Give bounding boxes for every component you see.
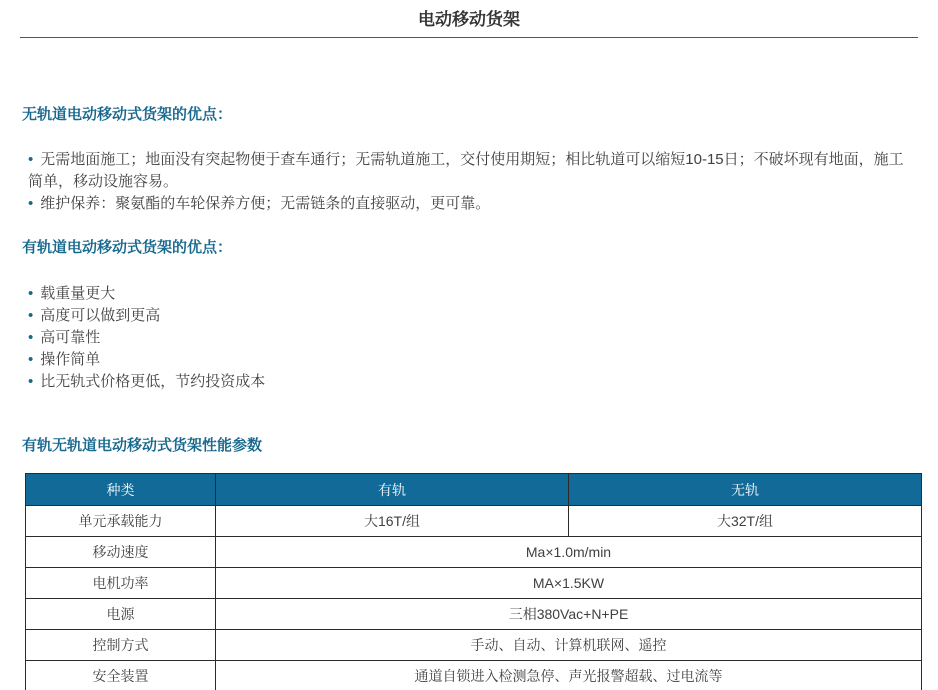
param-label-cell: 控制方式 [26, 630, 216, 661]
section-heading-params: 有轨无轨道电动移动式货架性能参数 [22, 437, 263, 454]
param-label-cell: 安全装置 [26, 661, 216, 690]
list-item [22, 283, 918, 305]
bullet-text: 高度可以做到更高 [40, 307, 161, 324]
param-value-cell: 通道自锁进入检测急停、声光报警超载、过电流等 [216, 661, 922, 690]
param-label-cell: 单元承载能力 [26, 506, 216, 537]
table-header-trackless: 无轨 [569, 474, 922, 506]
bullet-icon: • [28, 151, 34, 168]
title-divider [20, 37, 918, 38]
param-label-cell: 移动速度 [26, 537, 216, 568]
page-title: 电动移动货架 [418, 10, 520, 29]
bullet-icon: • [28, 373, 34, 390]
table-row-control [26, 630, 922, 661]
param-value-cell: 三相380Vac+N+PE [216, 599, 922, 630]
section-heading-trackless: 无轨道电动移动式货架的优点： [22, 106, 233, 123]
table-row-load [26, 506, 922, 537]
bullet-icon: • [28, 285, 34, 302]
table-header-tracked: 有轨 [216, 474, 569, 506]
bullet-icon: • [28, 329, 34, 346]
list-item [22, 327, 918, 349]
trackless-bullet-list [22, 149, 918, 215]
tracked-bullet-list [22, 283, 918, 393]
bullet-icon: • [28, 195, 34, 212]
table-header-row [26, 474, 922, 506]
bullet-icon: • [28, 351, 34, 368]
param-value-cell: 手动、自动、计算机联网、遥控 [216, 630, 922, 661]
bullet-text: 维护保养：聚氨酯的车轮保养方便；无需链条的直接驱动，更可靠。 [40, 195, 491, 212]
table-header-type: 种类 [26, 474, 216, 506]
table-row-safety [26, 661, 922, 690]
list-item [22, 149, 918, 193]
bullet-text: 高可靠性 [40, 329, 101, 346]
param-value-cell: 大16T/组 [216, 506, 569, 537]
table-row-speed [26, 537, 922, 568]
list-item [22, 305, 918, 327]
section-heading-tracked: 有轨道电动移动式货架的优点： [22, 239, 233, 256]
param-value-cell: 大32T/组 [569, 506, 922, 537]
list-item [22, 193, 918, 215]
param-label-cell: 电源 [26, 599, 216, 630]
list-item [22, 371, 918, 393]
content [0, 106, 938, 690]
table-row-power [26, 568, 922, 599]
table-row-supply [26, 599, 922, 630]
param-label-cell: 电机功率 [26, 568, 216, 599]
params-table [25, 473, 922, 690]
bullet-text: 载重量更大 [40, 285, 116, 302]
bullet-text: 比无轨式价格更低，节约投资成本 [40, 373, 266, 390]
param-value-cell: Ma×1.0m/min [216, 537, 922, 568]
bullet-text: 操作简单 [40, 351, 101, 368]
bullet-text: 无需地面施工；地面没有突起物便于查车通行；无需轨道施工，交付使用期短；相比轨道可以缩短10-15日；不破坏现有地面，施工简单，移动设施容易。 [28, 151, 904, 190]
bullet-icon: • [28, 307, 34, 324]
list-item [22, 349, 918, 371]
param-value-cell: MA×1.5KW [216, 568, 922, 599]
